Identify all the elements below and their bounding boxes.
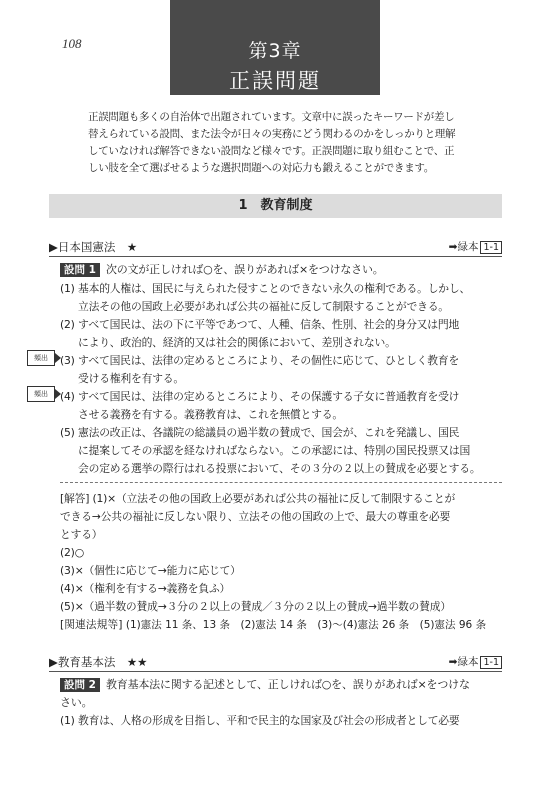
related-laws [60, 616, 500, 634]
subject-constitution [49, 238, 502, 257]
chapter-header [170, 0, 380, 95]
item-line: すべて国民は、法の下に平等であつて、人種、信条、性別、社会的身分又は門地 [78, 318, 460, 331]
answer-5: (5)×（過半数の賛成→３分の２以上の賛成／３分の２以上の賛成→過半数の賛成） [60, 600, 451, 613]
chapter-intro [88, 109, 498, 177]
reference-code: 1-1 [480, 241, 502, 254]
divider [60, 482, 502, 483]
frequent-badge: 頻出 [27, 386, 55, 402]
item-line: 基本的人権は、国民に与えられた侵すことのできない永久の権利である。しかし、 [78, 282, 471, 295]
item-line: 立法その他の国政上必要があれば公共の福祉に反して制限することができる。 [78, 300, 449, 313]
item-number: (4) [60, 390, 75, 403]
item-number: (1) [60, 282, 75, 295]
intro-line: 正誤問題も多くの自治体で出題されています。文章中に誤ったキーワードが差し [88, 111, 455, 123]
item-number: (3) [60, 354, 75, 367]
item-line: すべて国民は、法律の定めるところにより、その保護する子女に普通教育を受け [78, 390, 460, 403]
question-1-items [60, 280, 500, 478]
question-1 [60, 261, 505, 279]
question-text-cont: さい。 [60, 696, 93, 709]
item-line: により、政治的、経済的又は社会的関係において、差別されない。 [78, 336, 396, 349]
related-laws-items: (1)憲法 11 条、13 条 (2)憲法 14 条 (3)〜(4)憲法 26 条 (5)憲法 96 条 [125, 619, 487, 631]
answer-label: [解答] [60, 492, 90, 505]
item-line: すべて国民は、法律の定めるところにより、その個性に応じて、ひとしく教育を [78, 354, 460, 367]
reference-code: 1-1 [480, 656, 502, 669]
question-2 [60, 676, 505, 712]
frequent-badge: 頻出 [27, 350, 55, 366]
subject-basic-education-act [49, 653, 502, 672]
related-laws-label: [関連法規等] [60, 618, 123, 631]
section-title: 1 教育制度 [49, 194, 502, 218]
reference-label: ➡緑本 [448, 656, 479, 668]
page-number: 108 [62, 36, 82, 51]
answer-1-cont [60, 526, 500, 544]
list-item [60, 352, 500, 388]
list-item [60, 712, 500, 730]
reference-label: ➡緑本 [448, 241, 479, 253]
answer-1 [60, 490, 500, 508]
chapter-title: 正誤問題 [229, 69, 321, 93]
answer-line: できる→公共の福祉に反しない限り、立法その他の国政の上で、最大の尊重を必要 [60, 510, 451, 523]
list-item [60, 280, 500, 316]
item-line: 受ける権利を有する。 [78, 372, 184, 385]
reference [449, 653, 502, 672]
item-line: 憲法の改正は、各議院の総議員の過半数の賛成で、国会が、これを発議し、国民 [78, 426, 460, 439]
answer-line: とする） [60, 528, 103, 541]
answer-4: (4)×（権利を有する→義務を負ふ） [60, 582, 231, 595]
subject-name: ▶日本国憲法 ★ [49, 240, 138, 254]
answer-1-cont [60, 508, 500, 526]
item-line: させる義務を有する。義務教育は、これを無償とする。 [78, 408, 343, 421]
item-line: に提案してその承認を経なければならない。この承認には、特別の国民投票又は国 [78, 444, 471, 457]
reference [449, 238, 502, 257]
list-item [60, 424, 500, 478]
question-text: 教育基本法に関する記述として、正しければ○を、誤りがあれば×をつけな [105, 678, 470, 691]
item-number: (1) [60, 714, 75, 727]
intro-line: 替えられている設問、また法令が日々の実務にどう関わるのかをしっかりと理解 [88, 128, 456, 140]
item-number: (2) [60, 318, 75, 331]
item-line: 教育は、人格の形成を目指し、平和で民主的な国家及び社会の形成者として必要 [78, 714, 460, 727]
list-item [60, 388, 500, 424]
intro-line: しい肢を全て選ばせるような選択問題への対応力も鍛えることができます。 [88, 162, 434, 174]
chapter-number: 第3章 [248, 40, 302, 62]
question-2-items [60, 712, 500, 730]
item-number: (5) [60, 426, 75, 439]
question-label: 設問 1 [60, 263, 100, 277]
list-item [60, 316, 500, 352]
question-text: 次の文が正しければ○を、誤りがあれば×をつけなさい。 [105, 263, 384, 276]
item-line: 会の定める選挙の際行はれる投票において、その３分の２以上の賛成を必要とする。 [78, 462, 481, 475]
answers [60, 490, 500, 634]
subject-name: ▶教育基本法 ★★ [49, 655, 148, 669]
answer-3: (3)×（個性に応じて→能力に応じて） [60, 564, 241, 577]
intro-line: していなければ解答できない設問など様々です。正誤問題に取り組むことで、正 [88, 145, 455, 157]
answer-line: (1)×（立法その他の国政上必要があれば公共の福祉に反して制限することが [92, 492, 456, 505]
answer-2: (2)○ [60, 546, 84, 559]
question-label: 設問 2 [60, 678, 100, 692]
